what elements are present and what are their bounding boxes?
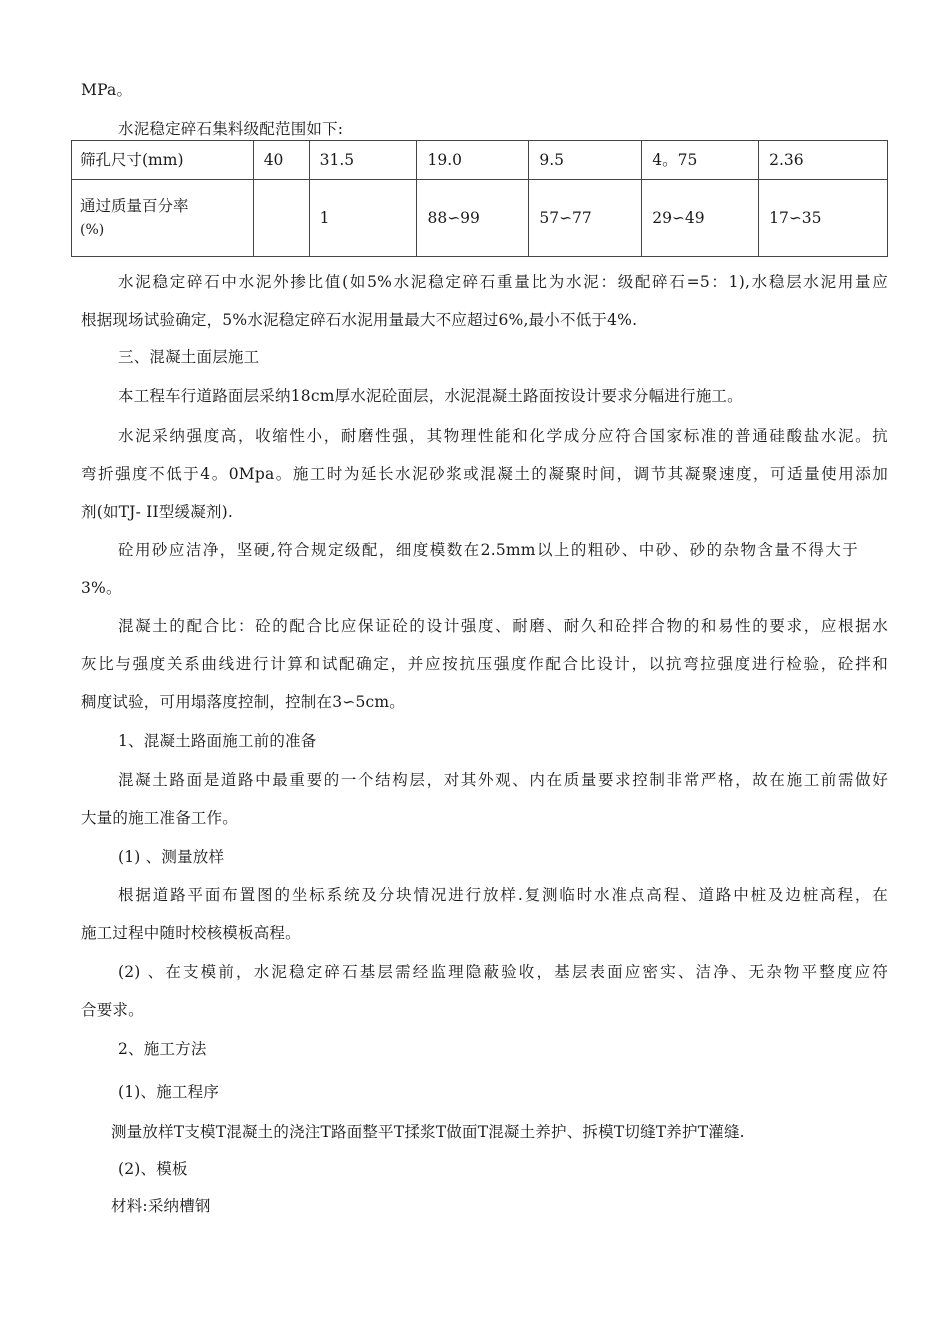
paragraph-line: 根据道路平面布置图的坐标系统及分块情况进行放样.复测临时水准点高程、道路中桩及边桩高程，在 [118, 886, 888, 904]
paragraph-line: 混凝土的配合比：砼的配合比应保证砼的设计强度、耐磨、耐久和砼拌合物的和易性的要求，应根据水 [118, 617, 888, 635]
table-row-header [72, 180, 254, 257]
paragraph-line: 大量的施工准备工作。 [81, 809, 239, 827]
paragraph-line: 水泥稳定碎石集料级配范围如下: [118, 120, 344, 138]
table-cell: 4。75 [642, 141, 759, 180]
paragraph-line: 根据现场试验确定，5%水泥稳定碎石水泥用量最大不应超过6%,最小不低于4%. [81, 311, 638, 329]
paragraph-line: 稠度试验，可用塌落度控制，控制在3∽5cm。 [81, 693, 405, 711]
section-heading: 三、混凝土面层施工 [118, 348, 260, 366]
paragraph-line: 剂(如TJ- II型缓凝剂). [81, 503, 233, 521]
section-heading: 2、施工方法 [118, 1040, 207, 1058]
table-cell: 17∽35 [759, 180, 888, 257]
paragraph-line: 灰比与强度关系曲线进行计算和试配确定，并应按抗压强度作配合比设计，以抗弯拉强度进行检验，砼拌和 [81, 655, 888, 673]
section-heading: 1、混凝土路面施工前的准备 [118, 732, 317, 750]
paragraph-line: 材料:采纳槽钢 [111, 1197, 211, 1215]
row-header-unit: (%) [80, 222, 105, 238]
paragraph-line: 测量放样T支模T混凝土的浇注T路面整平T揉浆T做面T混凝土养护、拆模T切缝T养护T灌缝. [111, 1123, 745, 1141]
table-cell: 29∽49 [642, 180, 759, 257]
paragraph-line: 混凝土路面是道路中最重要的一个结构层，对其外观、内在质量要求控制非常严格，故在施工前需做好 [118, 771, 888, 789]
paragraph-line: 砼用砂应洁净，坚硬,符合规定级配，细度模数在2.5mm以上的粗砂、中砂、砂的杂物含量不得大于 [118, 541, 858, 559]
section-heading: (2)、模板 [118, 1160, 188, 1178]
table-cell [253, 180, 309, 257]
section-heading: (1) 、测量放样 [118, 848, 225, 866]
paragraph-line: 施工过程中随时校核模板高程。 [81, 924, 301, 942]
paragraph-line: 本工程车行道路面层采纳18cm厚水泥砼面层，水泥混凝土路面按设计要求分幅进行施工。 [118, 387, 743, 405]
table-cell: 88∽99 [417, 180, 529, 257]
table-cell: 2.36 [759, 141, 888, 180]
aggregate-grading-table [71, 140, 888, 257]
table-cell: 1 [309, 180, 417, 257]
paragraph-line: 3%。 [81, 579, 122, 597]
table-cell: 31.5 [309, 141, 417, 180]
table-row [72, 180, 888, 257]
table-cell: 19.0 [417, 141, 529, 180]
table-cell: 40 [253, 141, 309, 180]
row-header-label: 通过质量百分率 [80, 197, 189, 215]
paragraph-line: 弯折强度不低于4。0Mpa。施工时为延长水泥砂浆或混凝土的凝聚时间，调节其凝聚速度，可适量使用添加 [81, 465, 888, 483]
paragraph-line: 水泥稳定碎石中水泥外掺比值(如5%水泥稳定碎石重量比为水泥：级配碎石=5：1),水稳层水泥用量应 [118, 273, 888, 291]
paragraph-line: MPa。 [81, 81, 133, 99]
paragraph-line: 合要求。 [81, 1001, 144, 1019]
paragraph-line: 水泥采纳强度高，收缩性小，耐磨性强，其物理性能和化学成分应符合国家标准的普通硅酸盐水泥。抗 [118, 427, 888, 445]
table-cell: 9.5 [529, 141, 642, 180]
table-row [72, 141, 888, 180]
table-row-header: 筛孔尺寸(mm) [72, 141, 254, 180]
paragraph-line: (2) 、在支模前，水泥稳定碎石基层需经监理隐蔽验收，基层表面应密实、洁净、无杂物平整度应符 [118, 963, 888, 981]
table-cell: 57∽77 [529, 180, 642, 257]
section-heading: (1)、施工程序 [118, 1083, 220, 1101]
